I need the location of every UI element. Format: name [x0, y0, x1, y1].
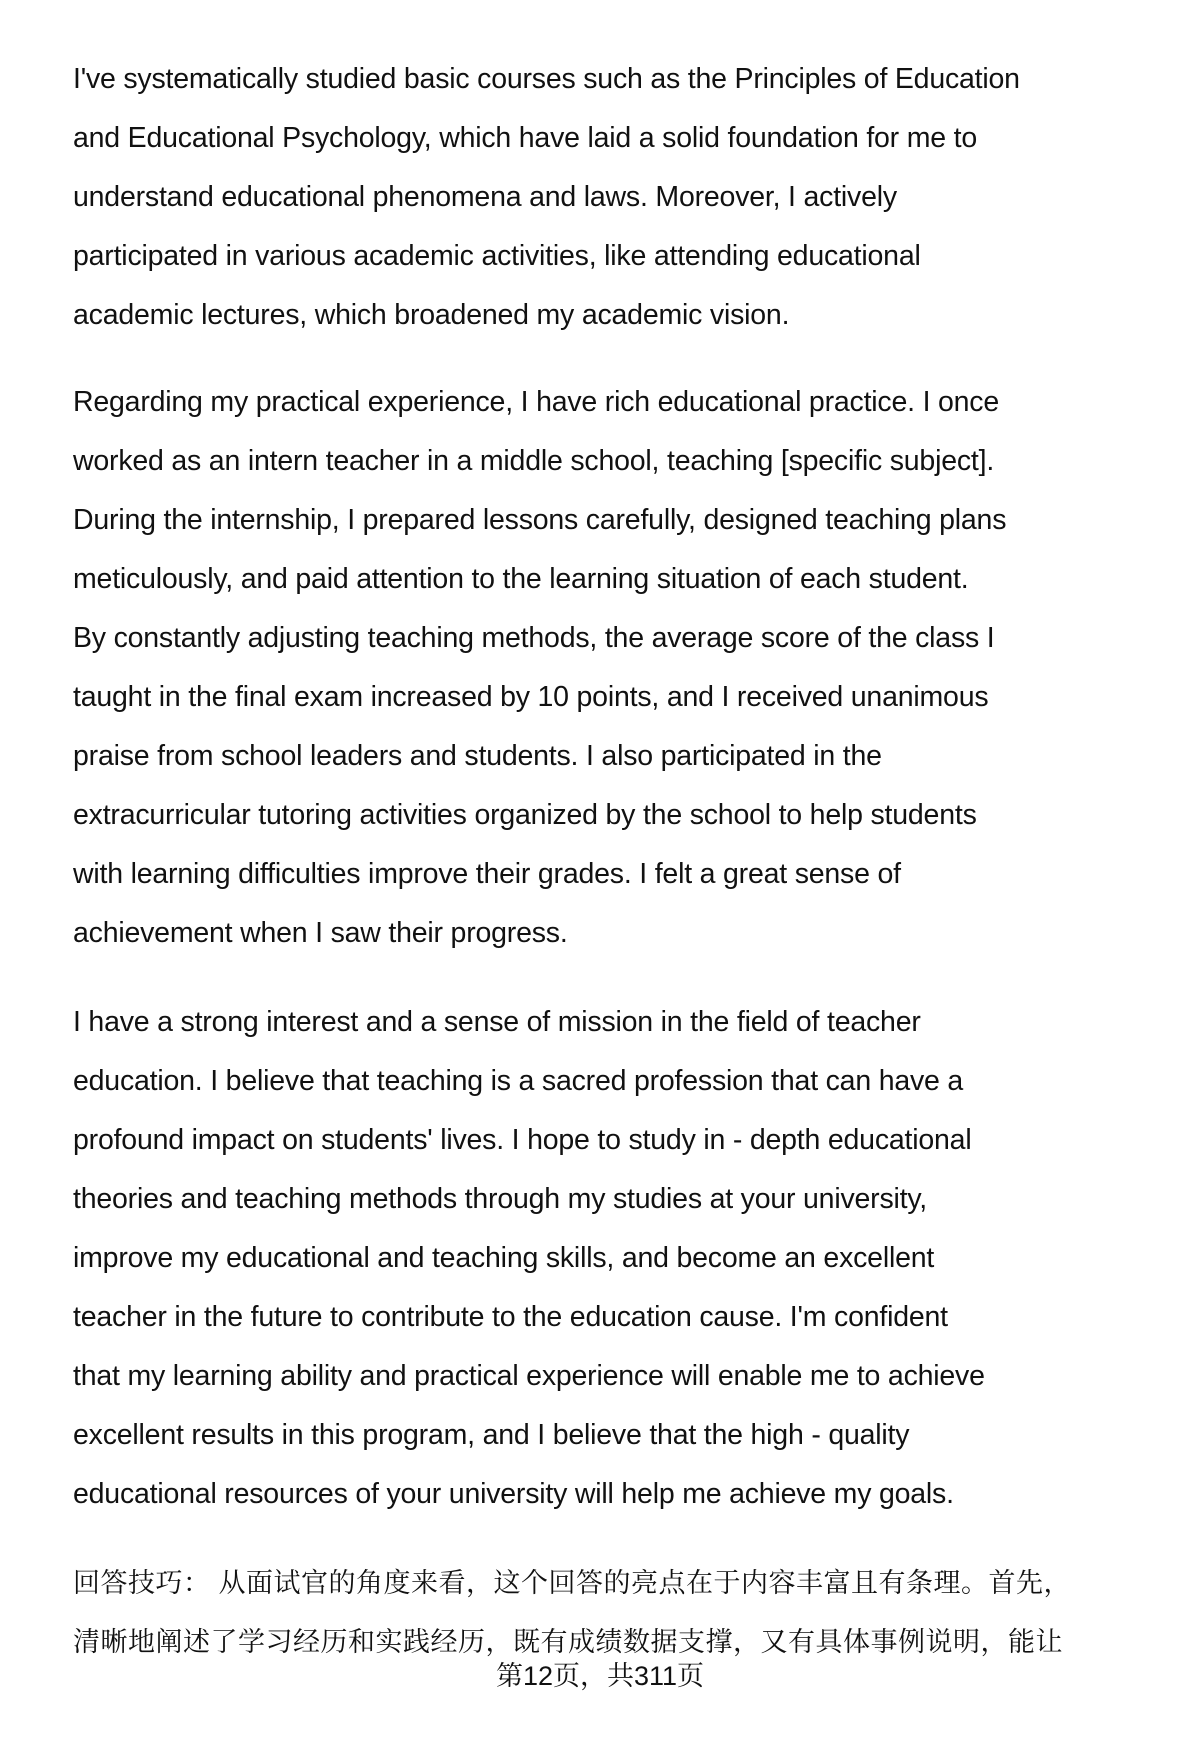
answer-tip-line: 回答技巧： 从面试官的角度来看，这个回答的亮点在于内容丰富且有条理。首先， — [73, 1568, 1071, 1598]
paragraph-line: taught in the final exam increased by 10 points, and I received unanimous — [73, 681, 989, 713]
paragraph-line: profound impact on students' lives. I hope to study in - depth educational — [73, 1124, 972, 1156]
paragraph-line: I have a strong interest and a sense of mission in the field of teacher — [73, 1006, 921, 1038]
paragraph-line: excellent results in this program, and I believe that the high - quality — [73, 1419, 910, 1451]
paragraph-line: educational resources of your university will help me achieve my goals. — [73, 1478, 954, 1510]
paragraph-line: praise from school leaders and students. I also participated in the — [73, 740, 882, 772]
paragraph-line: with learning difficulties improve their grades. I felt a great sense of — [73, 858, 901, 890]
paragraph-line: that my learning ability and practical experience will enable me to achieve — [73, 1360, 985, 1392]
paragraph-line: worked as an intern teacher in a middle school, teaching [specific subject]. — [73, 445, 995, 477]
paragraph-line: By constantly adjusting teaching methods, the average score of the class I — [73, 622, 995, 654]
page-number: 第12页，共311页 — [495, 1661, 705, 1691]
paragraph-line: understand educational phenomena and laws. Moreover, I actively — [73, 181, 897, 213]
paragraph-line: theories and teaching methods through my studies at your university, — [73, 1183, 928, 1215]
paragraph-line: achievement when I saw their progress. — [73, 917, 568, 949]
paragraph-line: participated in various academic activities, like attending educational — [73, 240, 921, 272]
paragraph-line: and Educational Psychology, which have laid a solid foundation for me to — [73, 122, 977, 154]
paragraph-line: meticulously, and paid attention to the learning situation of each student. — [73, 563, 969, 595]
answer-tip-line: 清晰地阐述了学习经历和实践经历，既有成绩数据支撑，又有具体事例说明，能让 — [73, 1627, 1063, 1657]
paragraph-line: education. I believe that teaching is a sacred profession that can have a — [73, 1065, 964, 1097]
paragraph-line: During the internship, I prepared lessons carefully, designed teaching plans — [73, 504, 1007, 536]
paragraph-line: I've systematically studied basic courses such as the Principles of Education — [73, 63, 1020, 95]
paragraph-line: Regarding my practical experience, I have rich educational practice. I once — [73, 386, 1000, 418]
paragraph-line: academic lectures, which broadened my academic vision. — [73, 299, 790, 331]
paragraph-line: extracurricular tutoring activities organized by the school to help students — [73, 799, 977, 831]
paragraph-line: teacher in the future to contribute to the education cause. I'm confident — [73, 1301, 948, 1333]
paragraph-line: improve my educational and teaching skills, and become an excellent — [73, 1242, 935, 1274]
